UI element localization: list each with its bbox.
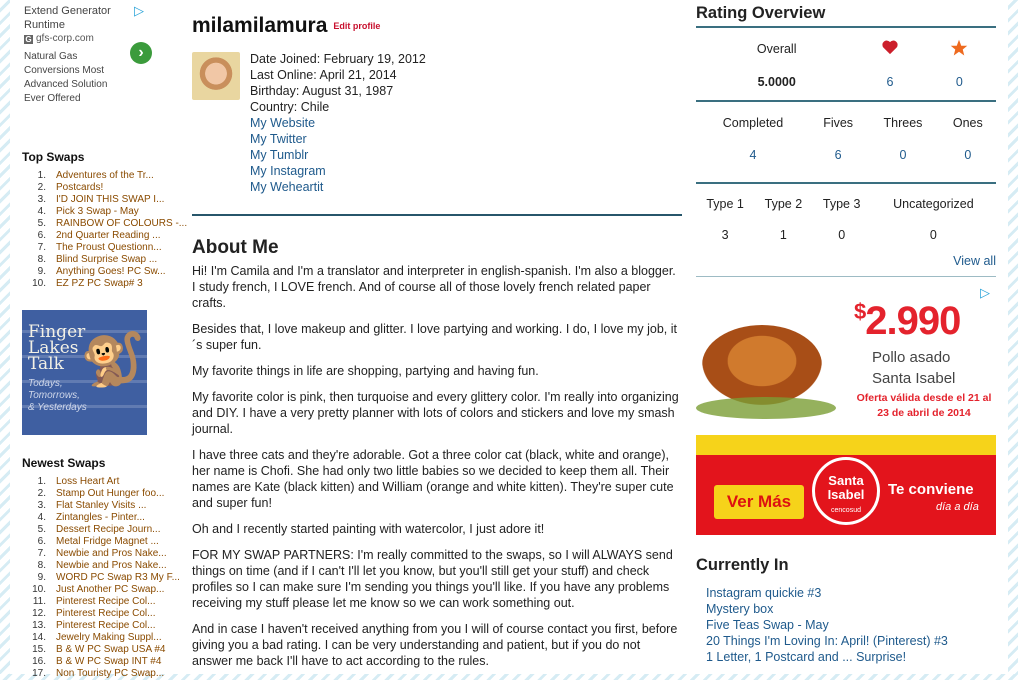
list-number: 16.: [32, 656, 46, 667]
google-icon: G: [25, 34, 32, 44]
username-text: milamilamura: [192, 14, 328, 37]
swap-list-item: [22, 254, 187, 266]
swap-link[interactable]: 2nd Quarter Reading ...: [56, 230, 161, 241]
swap-list-item: [22, 500, 180, 512]
swap-list-item: [22, 608, 180, 620]
about-heading: About Me: [192, 237, 279, 258]
list-number: 6.: [37, 230, 46, 241]
swap-list-item: [22, 206, 187, 218]
list-number: 4.: [37, 512, 46, 523]
about-paragraph: My favorite color is pink, then turquoise and every glittery color. I'm really into organizing and DIY. I have a very pretty planner with lots of colors and stickers and love my smash journal.: [192, 390, 679, 436]
list-number: 7.: [37, 548, 46, 559]
list-number: 6.: [37, 536, 46, 547]
col-uncategorized: Uncategorized: [893, 197, 974, 211]
list-number: 4.: [37, 206, 46, 217]
my-twitter-link[interactable]: My Twitter: [250, 132, 307, 146]
about-paragraph: I have three cats and they're adorable. Got a three color cat (black, white and orange), her name is Chofi. She had only two little babies so we decided to keep them all. Their names are Kate (black kitten) and William (orange and white kitten). They're super cute and super fun!: [192, 448, 674, 510]
hearts-count[interactable]: 6: [886, 75, 894, 89]
about-paragraph: FOR MY SWAP PARTNERS: I'm really committed to the swaps, so I will ALWAYS send things on time (and if I can't I'll let you know, but you'll still get your stuff) and check profiles so I can make sure I'm sending you things you'll like. If you have any problems receiving my stuff please let me know so we can work something out.: [192, 548, 673, 610]
rating-counts-table: [696, 100, 996, 170]
list-number: 5.: [37, 524, 46, 535]
swap-link[interactable]: Adventures of the Tr...: [56, 170, 154, 181]
list-number: 3.: [37, 194, 46, 205]
col-threes: Threes: [883, 116, 923, 130]
swap-link[interactable]: Pinterest Recipe Col...: [56, 620, 156, 631]
ver-mas-button[interactable]: Ver Más: [714, 485, 804, 519]
swap-link[interactable]: B & W PC Swap USA #4: [56, 644, 166, 655]
avatar: [192, 52, 240, 100]
col-type2: Type 2: [764, 197, 803, 211]
adchoices-icon[interactable]: ▷: [980, 285, 990, 300]
swap-list-item: [22, 668, 180, 680]
list-number: 17.: [32, 668, 46, 679]
current-swap-link[interactable]: 20 Things I'm Loving In: April! (Pinterest) #3: [706, 634, 948, 648]
newest-swaps-list: [22, 476, 180, 680]
top-swaps-list: [22, 170, 187, 290]
rating-heading: Rating Overview: [696, 4, 826, 22]
rating-types-table: [696, 182, 996, 250]
swap-list-item: [22, 644, 180, 656]
about-body: [192, 263, 682, 679]
list-number: 8.: [37, 254, 46, 265]
swap-link[interactable]: Zintangles - Pinter...: [56, 512, 145, 523]
list-number: 1.: [37, 170, 46, 181]
swap-link[interactable]: Just Another PC Swap...: [56, 584, 165, 595]
santa-isabel-logo: Santa Isabel cencosud: [812, 457, 880, 525]
swap-link[interactable]: Flat Stanley Visits ...: [56, 500, 147, 511]
profile-info: [250, 51, 426, 195]
profile-username: [192, 14, 380, 38]
swap-link[interactable]: Blind Surprise Swap ...: [56, 254, 158, 265]
divider: [192, 214, 682, 216]
swap-list-item: [22, 194, 187, 206]
swap-list-item: [22, 548, 180, 560]
list-number: 1.: [37, 476, 46, 487]
swap-list-item: [22, 476, 180, 488]
adchoices-icon[interactable]: ▷: [134, 3, 144, 18]
swap-link[interactable]: Newbie and Pros Nake...: [56, 560, 167, 571]
threes-value[interactable]: 0: [899, 148, 907, 162]
edit-profile-link[interactable]: Edit profile: [333, 21, 381, 32]
my-weheartit-link[interactable]: My Weheartit: [250, 180, 324, 194]
about-paragraph: Oh and I recently started painting with watercolor, I just adore it!: [192, 522, 545, 536]
list-number: 10.: [32, 278, 46, 289]
swap-list-item: [22, 182, 187, 194]
about-paragraph: My favorite things in life are shopping, partying and having fun.: [192, 364, 539, 378]
my-tumblr-link[interactable]: My Tumblr: [250, 148, 309, 162]
ad-tagline: Te conviene: [888, 481, 974, 498]
swap-link[interactable]: Dessert Recipe Journ...: [56, 524, 161, 535]
swap-list-item: [22, 620, 180, 632]
swap-link[interactable]: Loss Heart Art: [56, 476, 120, 487]
about-paragraph: And in case I haven't received anything from you I will of course contact you first, before giving you a bad rating. I can be very understanding and patient, but if you do not answer me back I'll have to act according to the rules.: [192, 622, 678, 668]
ad-price: $2.990: [854, 299, 961, 343]
ad-body: Natural Gas Conversions Most Advanced Solution Ever Offered: [24, 51, 108, 104]
col-fives: Fives: [823, 116, 854, 130]
swap-link[interactable]: Pick 3 Swap - May: [56, 206, 139, 217]
swap-link[interactable]: Anything Goes! PC Sw...: [56, 266, 166, 277]
fives-value[interactable]: 6: [834, 148, 842, 162]
list-number: 11.: [32, 596, 46, 607]
list-number: 13.: [32, 620, 46, 631]
current-swap-link[interactable]: Five Teas Swap - May: [706, 618, 829, 632]
type2-value: 1: [779, 228, 787, 242]
star-icon: [923, 27, 996, 64]
swap-list-item: [22, 632, 180, 644]
ad-url-text: gfs-corp.com: [36, 33, 94, 44]
badge-title: Finger Lakes Talk: [28, 322, 86, 374]
col-ones: Ones: [952, 116, 983, 130]
currently-in-heading: Currently In: [696, 556, 789, 574]
chevron-right-circle-icon[interactable]: ›: [130, 42, 152, 64]
swap-list-item: [22, 170, 187, 182]
swap-link[interactable]: Pinterest Recipe Col...: [56, 608, 156, 619]
swap-list-item: [22, 584, 180, 596]
swap-list-item: [22, 512, 180, 524]
swap-link[interactable]: Pinterest Recipe Col...: [56, 596, 156, 607]
list-number: 3.: [37, 500, 46, 511]
my-website-link[interactable]: My Website: [250, 116, 316, 130]
swap-link[interactable]: Postcards!: [56, 182, 104, 193]
swap-link[interactable]: Metal Fridge Magnet ...: [56, 536, 159, 547]
current-swap-link[interactable]: 1 Letter, 1 Postcard and ... Surprise!: [706, 650, 907, 664]
swap-list-item: [22, 242, 187, 254]
badge-subtitle: Todays, Tomorrows, & Yesterdays: [28, 378, 87, 413]
view-all-link[interactable]: View all: [953, 254, 996, 268]
heart-icon: [857, 27, 922, 64]
list-number: 12.: [32, 608, 46, 619]
list-number: 2.: [37, 488, 46, 499]
swap-link[interactable]: I'D JOIN THIS SWAP I...: [56, 194, 165, 205]
swap-list-item: [22, 266, 187, 278]
text-ad[interactable]: [24, 4, 154, 106]
swap-link[interactable]: The Proust Questionn...: [56, 242, 162, 253]
type1-value: 3: [721, 228, 729, 242]
current-swap-link[interactable]: Instagram quickie #3: [706, 586, 822, 600]
swap-list-item: [22, 536, 180, 548]
roast-chicken-image: [702, 325, 822, 405]
list-number: 5.: [37, 218, 46, 229]
country: Country: Chile: [250, 100, 330, 114]
ad-headline[interactable]: Extend Generator Runtime: [24, 5, 111, 31]
swap-link[interactable]: Newbie and Pros Nake...: [56, 548, 167, 559]
top-swaps-heading: Top Swaps: [22, 150, 85, 164]
col-type1: Type 1: [706, 197, 744, 211]
swap-list-item: [22, 572, 180, 584]
swap-list-item: [22, 596, 180, 608]
swap-list-item: [22, 488, 180, 500]
completed-value[interactable]: 4: [749, 148, 757, 162]
date-joined: Date Joined: February 19, 2012: [250, 52, 426, 66]
overall-value: 5.0000: [757, 75, 796, 89]
rating-overall-table: [696, 26, 996, 100]
monkey-icon: 🐒: [80, 331, 145, 389]
swap-link[interactable]: Jewelry Making Suppl...: [56, 632, 162, 643]
list-number: 15.: [32, 644, 46, 655]
page: [10, 0, 1008, 679]
swap-link[interactable]: WORD PC Swap R3 My F...: [56, 572, 180, 583]
swap-list-item: [22, 560, 180, 572]
currently-in-list: [706, 585, 948, 665]
swap-link[interactable]: Non Touristy PC Swap...: [56, 668, 165, 679]
ones-value[interactable]: 0: [964, 148, 972, 162]
swap-link[interactable]: Stamp Out Hunger foo...: [56, 488, 165, 499]
swap-list-item: [22, 656, 180, 668]
list-number: 9.: [37, 266, 46, 277]
last-online: Last Online: April 21, 2014: [250, 68, 397, 82]
list-number: 8.: [37, 560, 46, 571]
list-number: 10.: [32, 584, 46, 595]
col-completed: Completed: [722, 116, 784, 130]
birthday: Birthday: August 31, 1987: [250, 84, 394, 98]
ad-product-line1: Pollo asado: [872, 349, 951, 366]
my-instagram-link[interactable]: My Instagram: [250, 164, 326, 178]
list-number: 14.: [32, 632, 46, 643]
swap-link[interactable]: B & W PC Swap INT #4: [56, 656, 162, 667]
swap-list-item: [22, 278, 187, 290]
swap-link[interactable]: EZ PZ PC Swap# 3: [56, 278, 143, 289]
rating-panel: [696, 0, 996, 277]
newest-swaps-heading: Newest Swaps: [22, 456, 106, 470]
overall-label: Overall: [756, 42, 797, 56]
swap-list-item: [22, 230, 187, 242]
ad-offer: Oferta válida desde el 21 al 23 de abril de 2014: [856, 392, 992, 419]
list-number: 9.: [37, 572, 46, 583]
current-swap-link[interactable]: Mystery box: [706, 602, 774, 616]
finger-lakes-talk-badge[interactable]: [22, 310, 147, 435]
swap-list-item: [22, 218, 187, 230]
stars-count[interactable]: 0: [955, 75, 963, 89]
santa-isabel-ad[interactable]: [696, 285, 996, 535]
ad-tagline2: día a día: [936, 501, 979, 513]
vegetables-image: [696, 397, 836, 419]
type3-value: 0: [838, 228, 846, 242]
about-paragraph: Hi! I'm Camila and I'm a translator and interpreter in english-spanish. I'm also a blogger. I study french, I LOVE french. And of course all of those lovely french related paper crafts.: [192, 264, 676, 310]
list-number: 2.: [37, 182, 46, 193]
uncategorized-value: 0: [929, 228, 937, 242]
about-paragraph: Besides that, I love makeup and glitter. I love partying and working. I do, I love my job, it´s super fun.: [192, 322, 677, 352]
swap-list-item: [22, 524, 180, 536]
swap-link[interactable]: RAINBOW OF COLOURS -...: [56, 218, 188, 229]
col-type3: Type 3: [822, 197, 861, 211]
ad-product-line2: Santa Isabel: [872, 370, 956, 387]
list-number: 7.: [37, 242, 46, 253]
